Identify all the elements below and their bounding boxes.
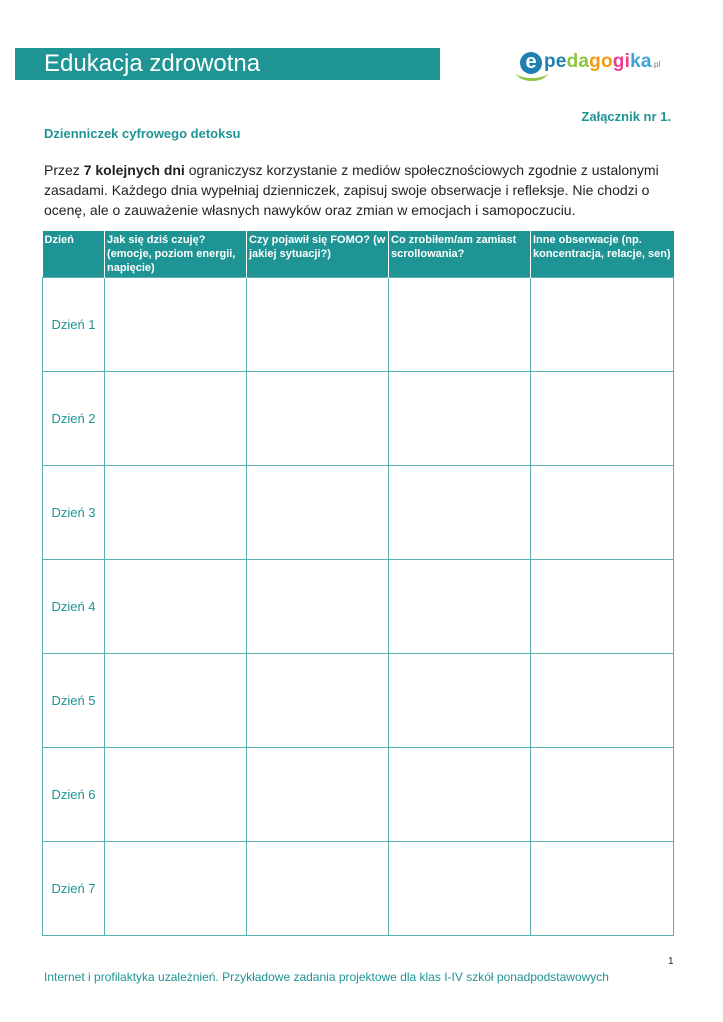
feelings-cell[interactable] [105, 466, 247, 560]
other-cell[interactable] [531, 466, 674, 560]
day-label: Dzień 3 [43, 466, 105, 560]
header-instead: Co zrobiłem/am zamiast scrollowania? [389, 231, 531, 278]
footer-text: Internet i profilaktyka uzależnień. Przykładowe zadania projektowe dla klas I-IV szkół ponadpodstawowych [44, 970, 609, 984]
day-label: Dzień 2 [43, 372, 105, 466]
intro-after: ograniczysz korzystanie z mediów społecznościowych zgodnie z ustalonymi zasadami. Każdego dnia wypełniaj dzienniczek, zapisuj swoje obserwacje i refleksje. Nie chodzi o ocenę, ale o zauważenie własnych nawyków oraz zmian w emocjach i samopoczuciu. [44, 162, 659, 218]
other-cell[interactable] [531, 748, 674, 842]
instead-cell[interactable] [389, 748, 531, 842]
logo-part: go [589, 51, 613, 72]
intro-paragraph [44, 160, 684, 220]
intro-before: Przez [44, 162, 84, 178]
day-label: Dzień 6 [43, 748, 105, 842]
logo-part: gi [612, 51, 631, 72]
fomo-cell[interactable] [247, 654, 389, 748]
table-row [43, 748, 674, 842]
fomo-cell[interactable] [247, 842, 389, 936]
logo-part: da [566, 51, 590, 72]
fomo-cell[interactable] [247, 560, 389, 654]
table-row [43, 466, 674, 560]
other-cell[interactable] [531, 372, 674, 466]
day-label: Dzień 4 [43, 560, 105, 654]
other-cell[interactable] [531, 842, 674, 936]
feelings-cell[interactable] [105, 748, 247, 842]
page-number: 1 [668, 956, 674, 967]
feelings-cell[interactable] [105, 842, 247, 936]
table-header-row [43, 231, 674, 278]
logo-text [544, 51, 661, 73]
header-other: Inne obserwacje (np. koncentracja, relacje, sen) [531, 231, 674, 278]
logo-part: pe [544, 51, 567, 72]
logo-suffix: .pl [651, 60, 661, 69]
feelings-cell[interactable] [105, 654, 247, 748]
other-cell[interactable] [531, 278, 674, 372]
fomo-cell[interactable] [247, 278, 389, 372]
instead-cell[interactable] [389, 560, 531, 654]
fomo-cell[interactable] [247, 372, 389, 466]
header-feelings: Jak się dziś czuję? (emocje, poziom energii, napięcie) [105, 231, 247, 278]
day-label: Dzień 5 [43, 654, 105, 748]
feelings-cell[interactable] [105, 278, 247, 372]
instead-cell[interactable] [389, 466, 531, 560]
table-row [43, 560, 674, 654]
logo-part: ka [630, 51, 652, 72]
fomo-cell[interactable] [247, 466, 389, 560]
instead-cell[interactable] [389, 372, 531, 466]
table-row [43, 654, 674, 748]
document-subtitle: Dzienniczek cyfrowego detoksu [44, 126, 241, 141]
instead-cell[interactable] [389, 842, 531, 936]
fomo-cell[interactable] [247, 748, 389, 842]
feelings-cell[interactable] [105, 372, 247, 466]
other-cell[interactable] [531, 560, 674, 654]
instead-cell[interactable] [389, 654, 531, 748]
instead-cell[interactable] [389, 278, 531, 372]
header-day: Dzień [43, 231, 105, 278]
header-fomo: Czy pojawił się FOMO? (w jakiej sytuacji?) [247, 231, 389, 278]
table-row [43, 842, 674, 936]
epedagogika-logo [516, 46, 676, 82]
other-cell[interactable] [531, 654, 674, 748]
logo-e-icon: e [520, 52, 542, 74]
day-label: Dzień 1 [43, 278, 105, 372]
feelings-cell[interactable] [105, 560, 247, 654]
day-label: Dzień 7 [43, 842, 105, 936]
table-row [43, 372, 674, 466]
intro-bold: 7 kolejnych dni [83, 162, 185, 178]
table-row [43, 278, 674, 372]
banner-title: Edukacja zdrowotna [15, 48, 440, 80]
detox-log-table [42, 231, 674, 936]
annex-label: Załącznik nr 1. [581, 109, 671, 124]
